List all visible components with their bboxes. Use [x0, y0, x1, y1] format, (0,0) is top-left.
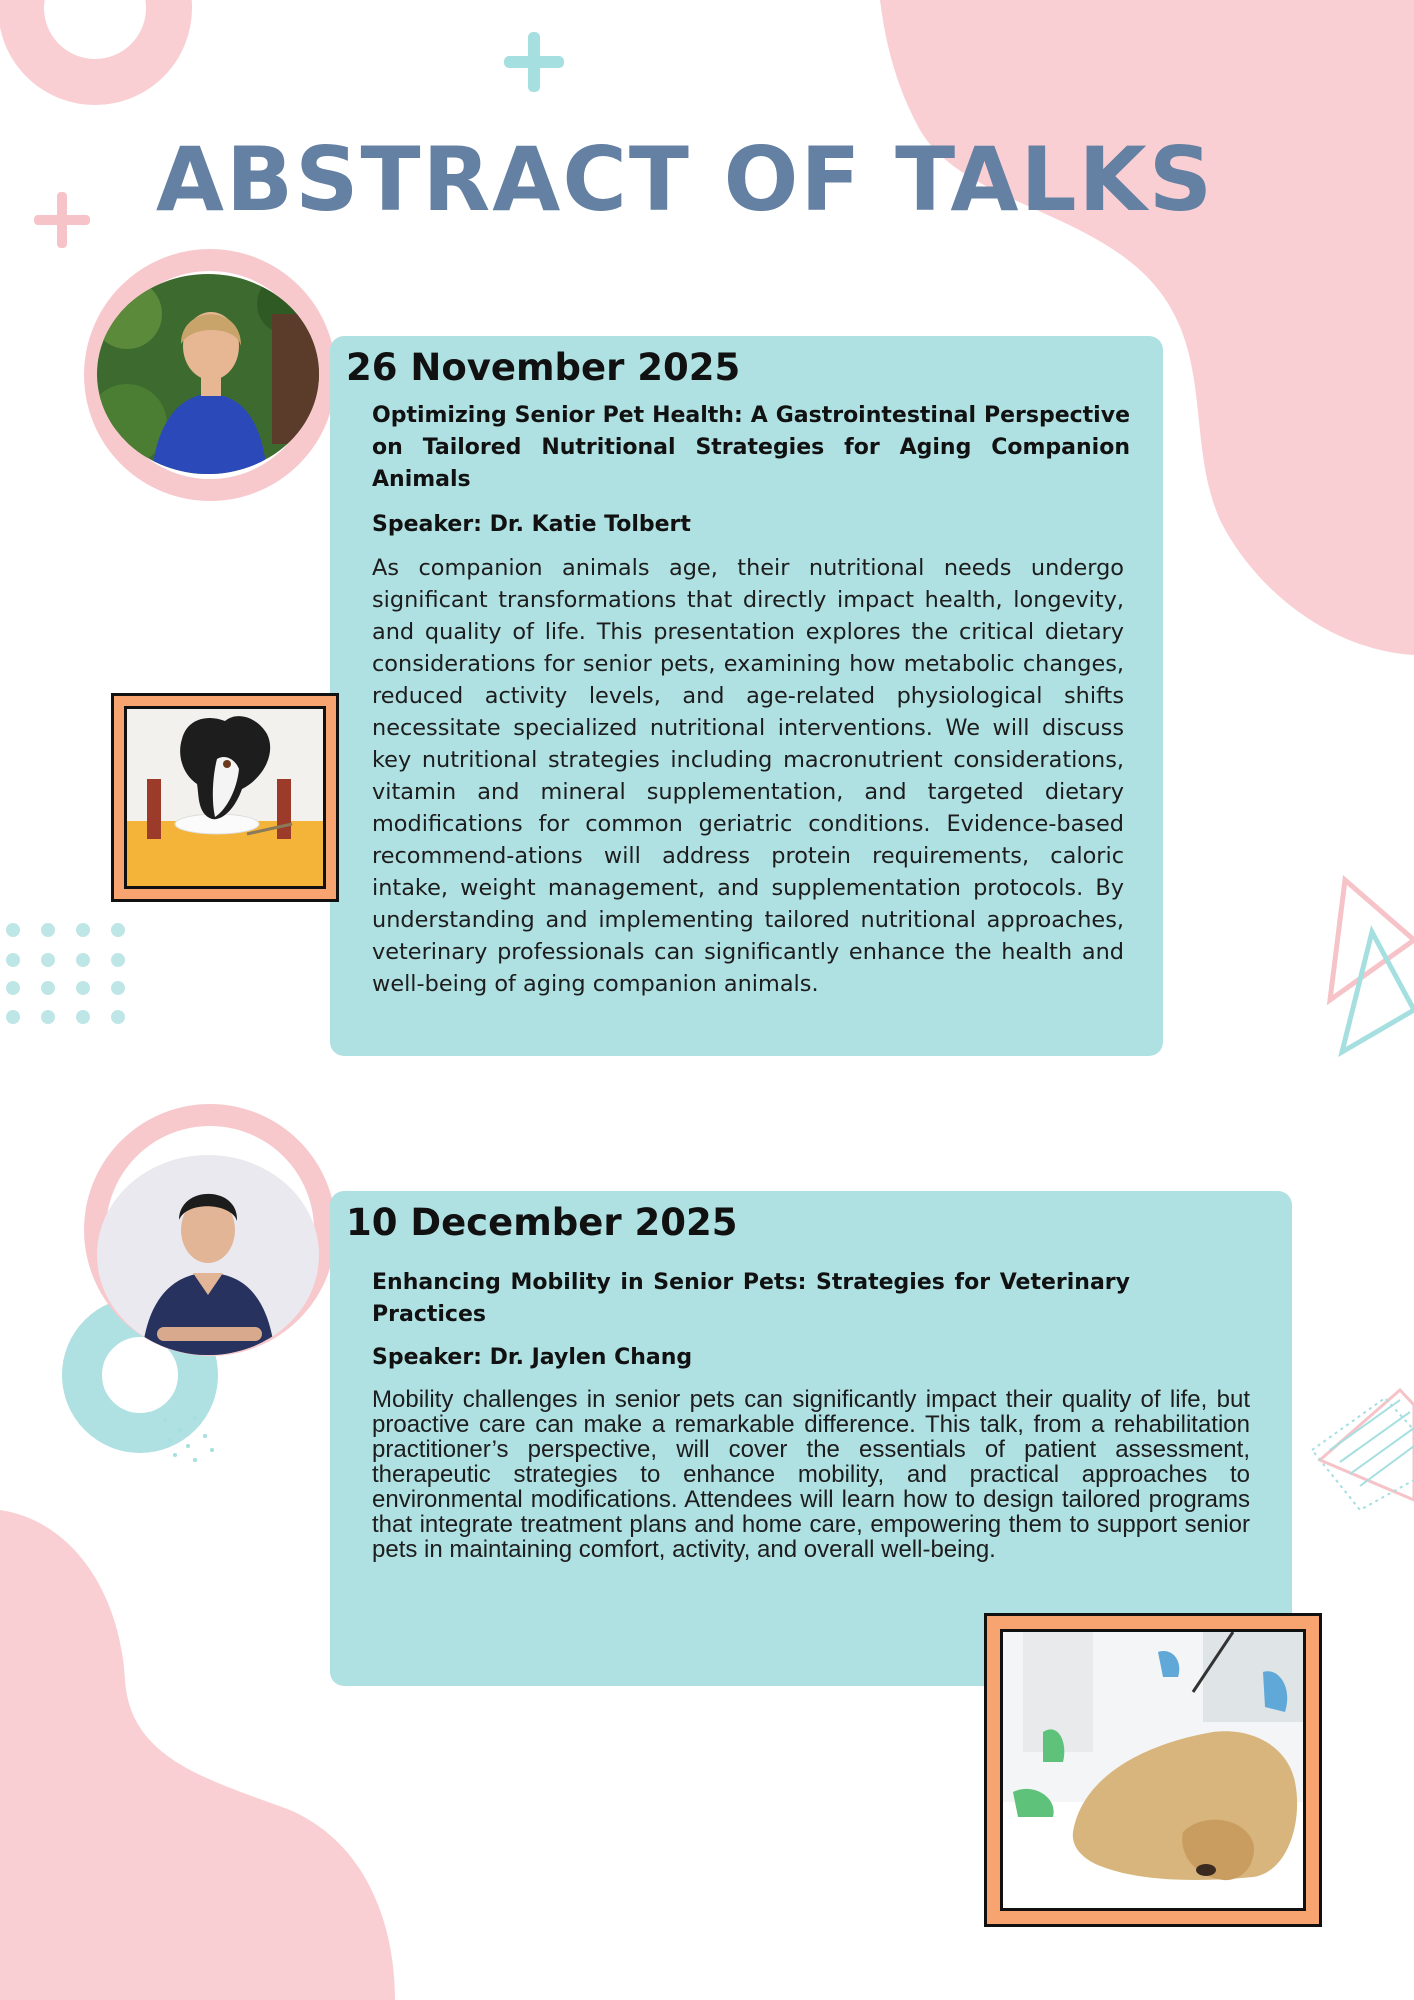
- dog-eating-photo: [127, 709, 323, 886]
- talk-abstract: Mobility challenges in senior pets can significantly impact their quality of life, but proactive care can make a remarkable difference. This talk, from a rehabilitation practitioner’s perspective, will cover the essentials of patient assessment, therapeutic strategies to enhance mobility, and practical approaches to environmental modifications. Attendees will learn how to design tailored programs that integrate treatment plans and home care, empowering them to support senior pets in maintaining comfort, activity, and overall well-being.: [372, 1386, 1250, 1563]
- hatched-diamond-pattern: [1312, 1390, 1414, 1510]
- speaker-portrait-man-photo: [97, 1155, 319, 1355]
- teal-plus-icon: [504, 32, 564, 92]
- dog-eating-photo-frame: [111, 693, 339, 902]
- talk-title: Optimizing Senior Pet Health: A Gastrointestinal Perspective on Tailored Nutritional Strategies for Aging Companion Animals: [372, 403, 1130, 492]
- talk-date: 10 December 2025: [346, 1201, 738, 1244]
- talk-title: Enhancing Mobility in Senior Pets: Strategies for Veterinary Practices: [372, 1270, 1130, 1327]
- teal-dot-grid: [6, 923, 125, 1024]
- talk-abstract: As companion animals age, their nutritional needs undergo significant transformations that directly impact health, longevity, and quality of life. This presentation explores the critical dietary considerations for senior pets, examining how metabolic changes, reduced activity levels, and age-related physiological shifts necessitate specialized nutritional interventions. We will discuss key nutritional strategies including macronutrient considerations, vitamin and mineral supplementation, and targeted dietary modifications for common geriatric conditions. Evidence-based recommend-ations will address protein requirements, caloric intake, weight management, and supplementation protocols. By understanding and implementing tailored nutritional approaches, veterinary professionals can significantly enhance the health and well-being of aging companion animals.: [372, 555, 1124, 997]
- page-title: ABSTRACT OF TALKS: [155, 128, 1215, 231]
- talk-card-2: [330, 1191, 1292, 1686]
- talk-card-1: [330, 336, 1163, 1056]
- talk-speaker: Speaker: Dr. Katie Tolbert: [372, 512, 691, 537]
- dog-vet-exam-photo: [1003, 1632, 1303, 1908]
- pink-ring-shape: [21, 0, 169, 82]
- dog-vet-exam-photo-frame: [984, 1613, 1322, 1927]
- talk-speaker: Speaker: Dr. Jaylen Chang: [372, 1345, 693, 1370]
- speaker-portrait-woman-photo: [97, 274, 319, 474]
- talk-date: 26 November 2025: [346, 346, 741, 389]
